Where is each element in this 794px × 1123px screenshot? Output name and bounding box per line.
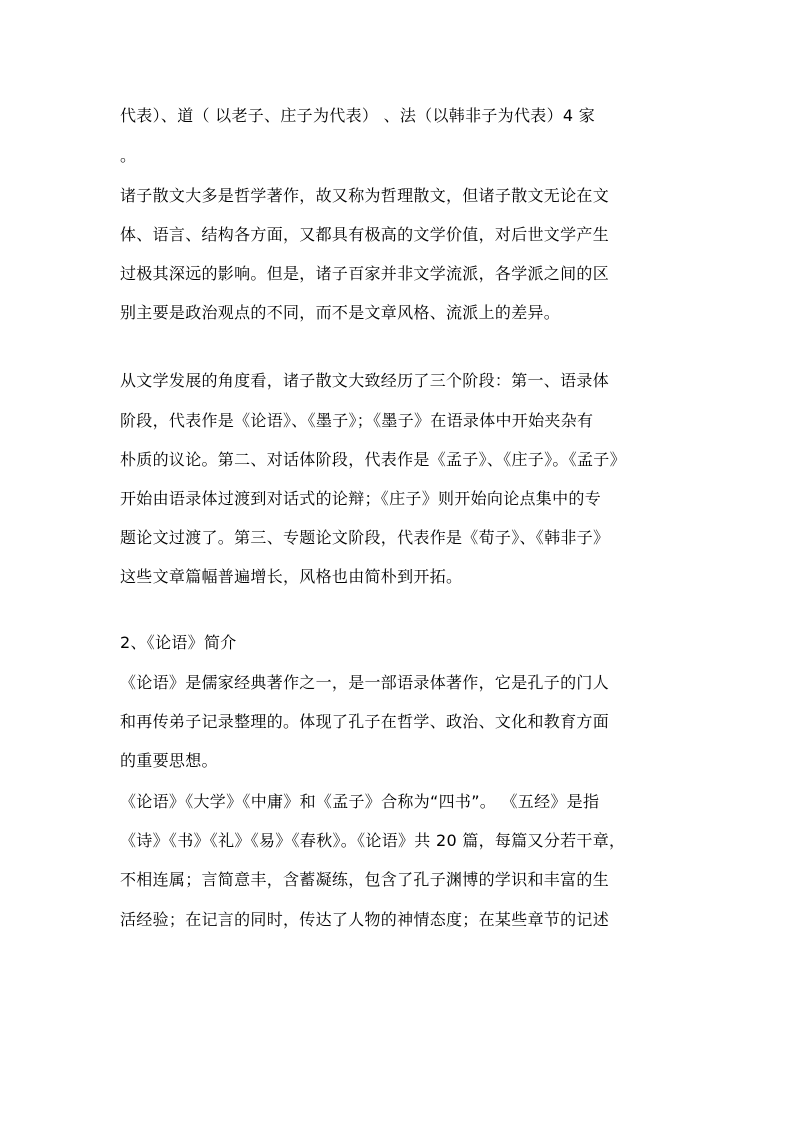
text-line: 开始由语录体过渡到对话式的论辩；《庄子》则开始向论点集中的专 xyxy=(120,489,602,508)
text-line: 和再传弟子记录整理的。体现了孔子在哲学、政治、文化和教育方面 xyxy=(120,712,610,731)
text-line: 过极其深远的影响。但是，诸子百家并非文学流派，各学派之间的区 xyxy=(120,264,610,283)
text-line: 题论文过渡了。第三、专题论文阶段，代表作是《荀子》、《韩非子》 xyxy=(120,528,610,547)
section-heading: 2、《论语》简介 xyxy=(120,633,237,652)
text-line: 体、语言、结构各方面，又都具有极高的文学价值，对后世文学产生 xyxy=(120,225,610,244)
text-line: 的重要思想。 xyxy=(120,751,218,770)
text-line: 《论语》《大学》《中庸》和《孟子》合称为“四书”。 《五经》是指 xyxy=(120,792,600,811)
text-line: 朴质的议论。第二、对话体阶段，代表作是《孟子》、《庄子》。《孟子》 xyxy=(120,450,626,469)
text-line: 《论语》是儒家经典著作之一，是一部语录体著作，它是孔子的门人 xyxy=(120,673,610,692)
text-line: 《诗》《书》《礼》《易》《春秋》。《论语》共 20 篇，每篇又分若干章， xyxy=(120,831,626,850)
text-line: 阶段，代表作是《论语》、《墨子》；《墨子》在语录体中开始夹杂有 xyxy=(120,411,594,430)
text-line: 从文学发展的角度看，诸子散文大致经历了三个阶段：第一、语录体 xyxy=(120,371,610,390)
text-line: 不相连属；言简意丰，含蓄凝练，包含了孔子渊博的学识和丰富的生 xyxy=(120,870,610,889)
text-line: 这些文章篇幅普遍增长，风格也由简朴到开拓。 xyxy=(120,567,463,586)
text-line: 代表）、道（ 以老子、庄子为代表） 、法（以韩非子为代表）4 家 xyxy=(120,106,596,125)
text-line: 活经验；在记言的同时，传达了人物的神情态度；在某些章节的记述 xyxy=(120,910,610,929)
text-line: 别主要是政治观点的不同，而不是文章风格、流派上的差异。 xyxy=(120,303,561,322)
text-line: 。 xyxy=(120,146,137,165)
text-line: 诸子散文大多是哲学著作，故又称为哲理散文，但诸子散文无论在文 xyxy=(120,186,610,205)
